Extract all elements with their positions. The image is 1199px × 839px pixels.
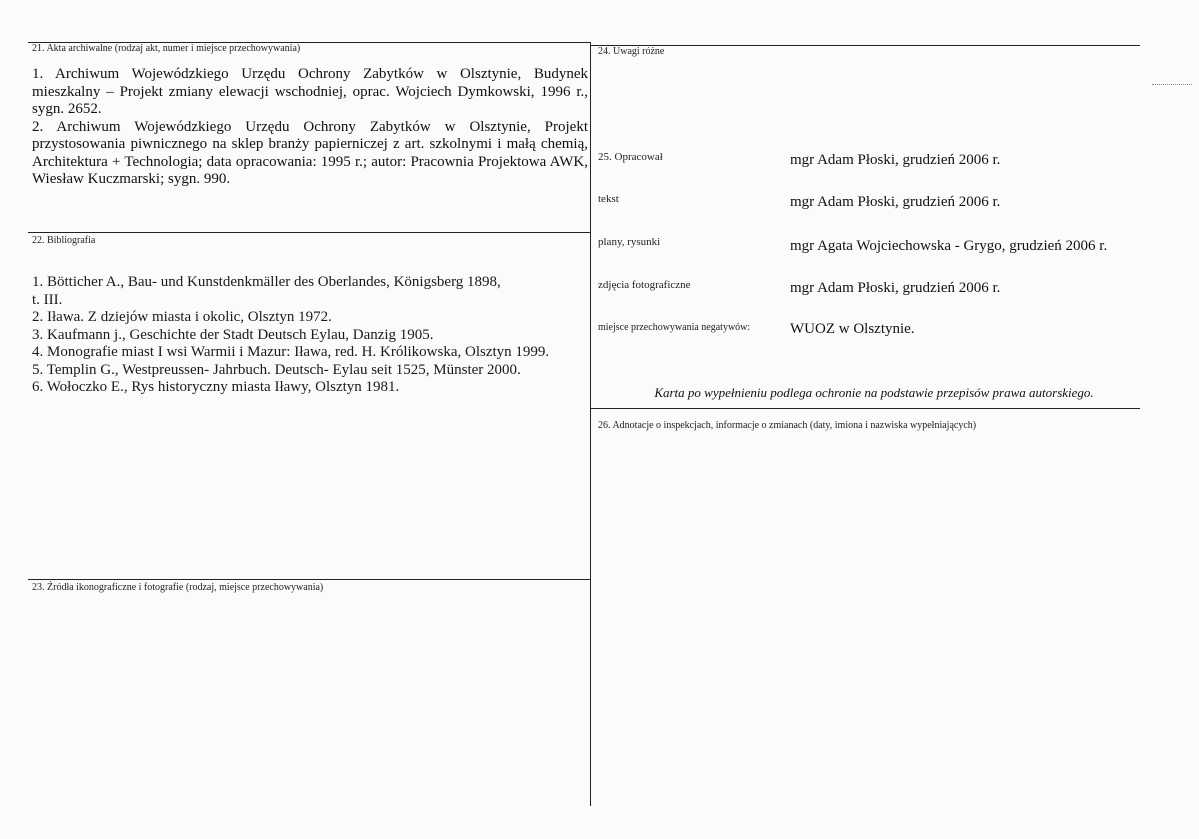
drawings-author-label: plany, rysunki bbox=[598, 236, 661, 248]
bibliography-item: 1. Bötticher A., Bau- und Kunstdenkmäller des Oberlandes, Königsberg 1898, bbox=[32, 274, 501, 290]
photos-author-label: zdjęcia fotograficzne bbox=[598, 279, 691, 291]
bibliography-item: t. III. bbox=[32, 291, 63, 308]
section21-bottom-rule bbox=[28, 232, 590, 233]
bibliography-item: 3. Kaufmann j., Geschichte der Stadt Deutsch Eylau, Danzig 1905. bbox=[32, 326, 434, 343]
negatives-location-value: WUOZ w Olsztynie. bbox=[790, 321, 915, 337]
scan-artifact bbox=[1152, 84, 1192, 86]
negatives-location-label: miejsce przechowywania negatywów: bbox=[598, 322, 751, 333]
section21-content bbox=[32, 66, 588, 189]
section25-bottom-rule bbox=[590, 408, 1140, 409]
section21-entry-1: 1. Archiwum Wojewódzkiego Urzędu Ochrony Zabytków w Olsztynie, Budynek mieszkalny – Projekt zmiany elewacji wschodniej, oprac. Wojciech Dymkowski, 1996 r., sygn. 2652. bbox=[32, 66, 588, 117]
prepared-by-value: mgr Adam Płoski, grudzień 2006 r. bbox=[790, 152, 1001, 168]
photos-author-value: mgr Adam Płoski, grudzień 2006 r. bbox=[790, 280, 1001, 296]
bibliography-item: 4. Monografie miast I wsi Warmii i Mazur: Iława, red. H. Królikowska, Olsztyn 1999. bbox=[32, 344, 550, 360]
section22-bottom-rule bbox=[28, 579, 590, 580]
section22-label: 22. Bibliografia bbox=[32, 235, 96, 246]
section26-label: 26. Adnotacje o inspekcjach, informacje o zmianach (daty, imiona i nazwiska wypełniających) bbox=[598, 420, 977, 431]
copyright-note: Karta po wypełnieniu podlega ochronie na podstawie przepisów prawa autorskiego. bbox=[654, 385, 1094, 400]
text-author-value: mgr Adam Płoski, grudzień 2006 r. bbox=[790, 194, 1001, 210]
text-author-label: tekst bbox=[598, 193, 619, 205]
section21-label: 21. Akta archiwalne (rodzaj akt, numer i miejsce przechowywania) bbox=[32, 43, 301, 54]
section23-label: 23. Źródła ikonograficzne i fotografie (rodzaj, miejsce przechowywania) bbox=[32, 582, 324, 593]
column-divider bbox=[590, 42, 591, 806]
bibliography-item: 5. Templin G., Westpreussen- Jahrbuch. Deutsch- Eylau seit 1525, Münster 2000. bbox=[32, 361, 521, 378]
section21-entry-2: 2. Archiwum Wojewódzkiego Urzędu Ochrony Zabytków w Olsztynie, Projekt przystosowania piwnicznego na sklep branży papierniczej z art. szkolnymi i małą chemią, Architektura + Technologia; data opracowania: 1995 r.; autor: Pracownia Projektowa AWK, Wiesław Kuczmarski; sygn. 990. bbox=[32, 118, 588, 187]
drawings-author-value: mgr Agata Wojciechowska - Grygo, grudzień 2006 r. bbox=[790, 238, 1108, 254]
bibliography-item: 6. Wołoczko E., Rys historyczny miasta Iławy, Olsztyn 1981. bbox=[32, 379, 400, 395]
bibliography-item: 2. Iława. Z dziejów miasta i okolic, Olsztyn 1972. bbox=[32, 309, 332, 325]
section24-label: 24. Uwagi różne bbox=[598, 46, 665, 57]
top-rule-right bbox=[590, 45, 1140, 46]
prepared-by-label: 25. Opracował bbox=[598, 151, 663, 163]
bibliography-list bbox=[32, 274, 592, 397]
